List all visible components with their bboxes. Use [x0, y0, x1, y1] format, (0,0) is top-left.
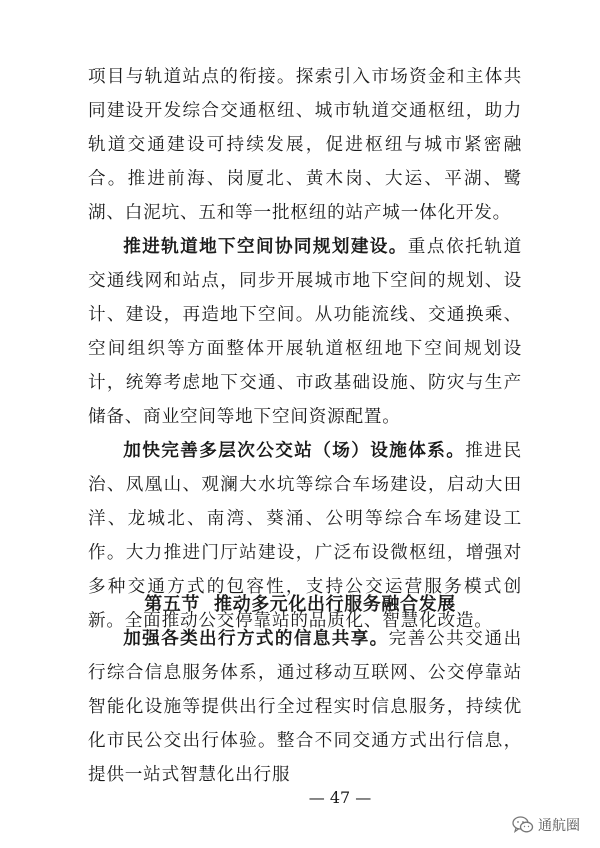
- section-title: 推动多元化出行服务融合发展: [214, 594, 456, 615]
- watermark-label: 通航圈: [538, 818, 580, 834]
- paragraph-lead: 加强各类出行方式的信息共享。: [123, 629, 389, 649]
- body-text-upper: [88, 60, 522, 638]
- paragraph-body: 完善公共交通出行综合信息服务体系，通过移动互联网、公交停靠站智能化设施等提供出行全过程实时信息服务，持续优化市民公交出行体验。整合不同交通方式出行信息，提供一站式智慧化出行服: [88, 629, 522, 785]
- paragraph-lead: 加快完善多层次公交站（场）设施体系。: [123, 441, 466, 461]
- section-number: 第五节: [144, 594, 200, 615]
- paragraph-info-sharing: [88, 622, 522, 792]
- paragraph-continuation: 项目与轨道站点的衔接。探索引入市场资金和主体共同建设开发综合交通枢纽、城市轨道交通枢纽，助力轨道交通建设可持续发展，促进枢纽与城市紧密融合。推进前海、岗厦北、黄木岗、大运、平湖、鹭湖、白泥坑、五和等一批枢纽的站产城一体化开发。: [88, 67, 522, 223]
- paragraph-body: 推进民治、凤凰山、观澜大水坑等综合车场建设，启动大田洋、龙城北、南湾、葵涌、公明等综合车场建设工作。大力推进门厅站建设，广泛布设微枢纽，增强对多种交通方式的包容性，支持公交运营服务模式创新。全面推动公交停靠站的品质化、智慧化改造。: [88, 441, 522, 631]
- wechat-icon: [512, 816, 534, 834]
- section-heading: [0, 593, 600, 617]
- body-text-lower: [88, 622, 522, 792]
- page-number: — 47 —: [308, 788, 372, 807]
- paragraph-underground-space: [88, 230, 522, 434]
- watermark: [512, 815, 580, 835]
- paragraph-lead: 推进轨道地下空间协同规划建设。: [123, 237, 408, 257]
- paragraph-body: 重点依托轨道交通线网和站点，同步开展城市地下空间的规划、设计、建设，再造地下空间。从功能流线、交通换乘、空间组织等方面整体开展轨道枢纽地下空间规划设计，统筹考虑地下交通、市政基础设施、防灾与生产储备、商业空间等地下空间资源配置。: [88, 237, 522, 427]
